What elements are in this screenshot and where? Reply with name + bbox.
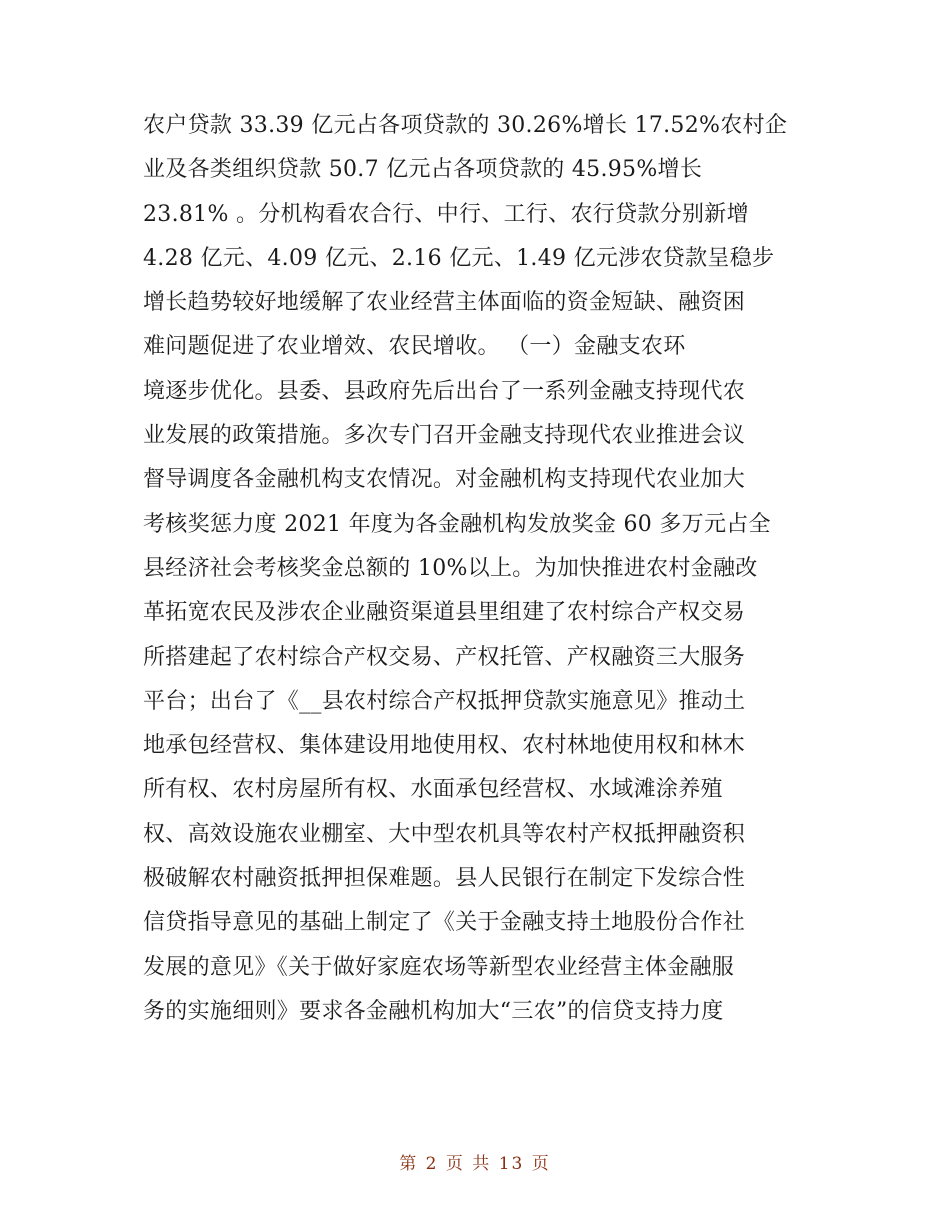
text-line: 务的实施细则》要求各金融机构加大“三农”的信贷支持力度 xyxy=(143,998,724,1024)
text-line: 业及各类组织贷款 50.7 亿元占各项贷款的 45.95%增长 xyxy=(143,157,703,183)
text-line: 所有权、农村房屋所有权、水面承包经营权、水域滩涂养殖 xyxy=(143,777,723,803)
text-line: 极破解农村融资抵押担保难题。县人民银行在制定下发综合性 xyxy=(143,866,746,892)
text-line: 增长趋势较好地缓解了农业经营主体面临的资金短缺、融资困 xyxy=(143,290,746,316)
text-line: 革拓宽农民及涉农企业融资渠道县里组建了农村综合产权交易 xyxy=(143,600,746,626)
text-line: 农户贷款 33.39 亿元占各项贷款的 30.26%增长 17.52%农村企 xyxy=(143,113,788,138)
text-line: 信贷指导意见的基础上制定了《关于金融支持土地股份合作社 xyxy=(143,910,746,936)
text-line: 县经济社会考核奖金总额的 10%以上。为加快推进农村金融改 xyxy=(143,555,758,581)
text-line: 考核奖惩力度 2021 年度为各金融机构发放奖金 60 多万元占全 xyxy=(143,511,771,537)
text-line: 督导调度各金融机构支农情况。对金融机构支持现代农业加大 xyxy=(143,467,746,493)
text-line: 平台；出台了《__县农村综合产权抵押贷款实施意见》推动土 xyxy=(143,688,746,714)
text-line: 所搭建起了农村综合产权交易、产权托管、产权融资三大服务 xyxy=(143,644,746,670)
text-line: 权、高效设施农业棚室、大中型农机具等农村产权抵押融资积 xyxy=(143,821,746,847)
text-line: 4.28 亿元、4.09 亿元、2.16 亿元、1.49 亿元涉农贷款呈稳步 xyxy=(143,245,775,271)
text-line: 难问题促进了农业增效、农民增收。 （一）金融支农环 xyxy=(143,334,686,360)
text-line: 业发展的政策措施。多次专门召开金融支持现代农业推进会议 xyxy=(143,423,746,449)
text-line: 地承包经营权、集体建设用地使用权、农村林地使用权和林木 xyxy=(143,733,746,759)
text-line: 境逐步优化。县委、县政府先后出台了一系列金融支持现代农 xyxy=(143,378,746,404)
page-footer xyxy=(0,1149,950,1174)
text-line: 发展的意见》《关于做好家庭农场等新型农业经营主体金融服 xyxy=(143,954,735,980)
document-body xyxy=(143,104,823,1034)
text-line: 23.81% 。分机构看农合行、中行、工行、农行贷款分别新增 xyxy=(143,201,749,227)
page-number-label: 第 2 页 共 13 页 xyxy=(399,1154,551,1174)
